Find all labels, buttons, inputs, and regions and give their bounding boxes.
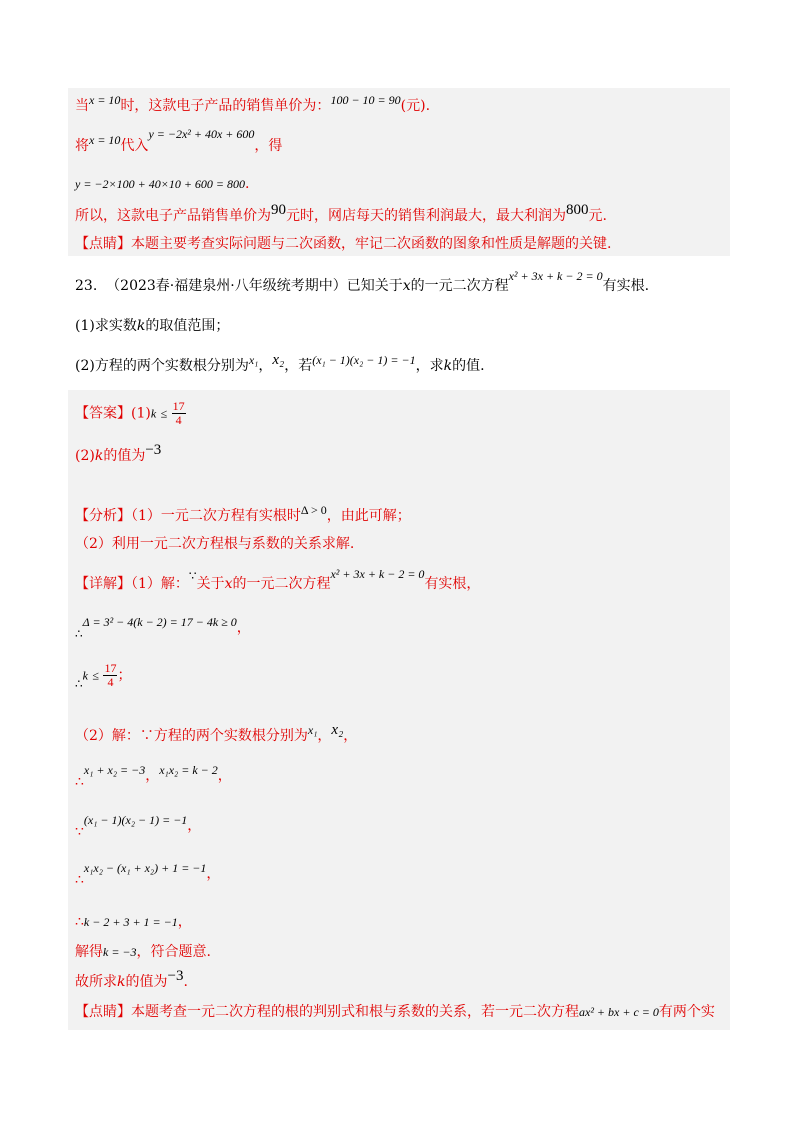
solution-line-1: 当x = 10时，这款电子产品的销售单价为：100 − 10 = 90(元). bbox=[75, 93, 431, 114]
question-source: （2023春·福建泉州·八年级统考期中） bbox=[106, 278, 347, 294]
detail-line-2: ∴Δ = 3² − 4(k − 2) = 17 − 4k ≥ 0， bbox=[75, 615, 251, 641]
solution-line-3: y = −2×100 + 40×10 + 600 = 800. bbox=[75, 176, 250, 192]
math-x-eq-10: x = 10 bbox=[89, 93, 121, 107]
question-part-1: (1)求实数k的取值范围； bbox=[75, 318, 230, 334]
answer-panel bbox=[68, 390, 730, 1030]
math-discriminant: Δ = 3² − 4(k − 2) = 17 − 4k ≥ 0 bbox=[82, 615, 237, 629]
answer-line-2: (2)k的值为−3 bbox=[75, 442, 162, 464]
detail-line-10: 故所求k的值为−3. bbox=[75, 968, 188, 990]
fraction-17-4: $\frac{17}{4}$ bbox=[104, 661, 117, 689]
math-x-eq-10: x = 10 bbox=[89, 133, 121, 147]
analysis-line-2: （2）利用一元二次方程根与系数的关系求解. bbox=[75, 536, 355, 552]
analysis-line-1: 【分析】（1）一元二次方程有实根时Δ > 0，由此可解； bbox=[75, 503, 411, 524]
math-root-product: (x₁ − 1)(x₂ − 1) = −1 bbox=[312, 353, 416, 367]
detail-line-9: 解得k = −3，符合题意. bbox=[75, 944, 211, 960]
math-price-calc: 100 − 10 = 90 bbox=[330, 93, 401, 107]
detail-label: 【详解】 bbox=[75, 576, 131, 592]
question-number: 23. bbox=[75, 278, 98, 294]
detail-remark: 【点睛】本题考查一元二次方程的根的判别式和根与系数的关系，若一元二次方程ax² + bx + c = 0有两个实 bbox=[75, 1004, 715, 1020]
answer-label: 【答案】 bbox=[75, 405, 131, 422]
analysis-label: 【分析】 bbox=[75, 508, 131, 524]
solution-line-4: 所以，这款电子产品销售单价为90元时，网店每天的销售利润最大，最大利润为800元. bbox=[75, 202, 607, 224]
detail-line-6: ∵(x₁ − 1)(x₂ − 1) = −1， bbox=[75, 813, 202, 840]
detail-line-8: ∴k − 2 + 3 + 1 = −1， bbox=[75, 914, 192, 930]
solution-line-2: 将x = 10代入y = −2x² + 40x + 600，得 bbox=[75, 127, 283, 154]
question-stem: 23. （2023春·福建泉州·八年级统考期中）已知关于x的一元二次方程x² + 3x + k − 2 = 0有实根. bbox=[75, 269, 650, 294]
detail-line-4: （2）解：∵方程的两个实数根分别为x₁，x₂， bbox=[75, 722, 358, 744]
detail-line-1: 【详解】（1）解：∵关于x的一元二次方程x² + 3x + k − 2 = 0有实根， bbox=[75, 567, 481, 592]
math-equation: x² + 3x + k − 2 = 0 bbox=[508, 269, 603, 283]
answer-line-1: 【答案】(1)k ≤ $\frac{17}{4}$ bbox=[75, 399, 185, 427]
solution-remark: 【点睛】本题主要考查实际问题与二次函数，牢记二次函数的图象和性质是解题的关键. bbox=[75, 236, 612, 252]
detail-line-3: ∴k ≤ $\frac{17}{4}$ ； bbox=[75, 661, 132, 691]
detail-line-7: ∴x₁x₂ − (x₁ + x₂) + 1 = −1， bbox=[75, 861, 221, 888]
because-symbol: ∵ bbox=[188, 569, 197, 583]
fraction-17-4: $\frac{17}{4}$ bbox=[172, 399, 185, 427]
therefore-symbol: ∴ bbox=[75, 627, 83, 641]
detail-line-5: ∴x₁ + x₂ = −3，x₁x₂ = k − 2， bbox=[75, 763, 232, 790]
question-part-2: (2)方程的两个实数根分别为x₁，x₂，若(x₁ − 1)(x₂ − 1) = −1，求k的值. bbox=[75, 352, 485, 374]
math-profit-value: y = −2×100 + 40×10 + 600 = 800 bbox=[75, 177, 246, 191]
math-profit-function: y = −2x² + 40x + 600 bbox=[148, 127, 255, 141]
